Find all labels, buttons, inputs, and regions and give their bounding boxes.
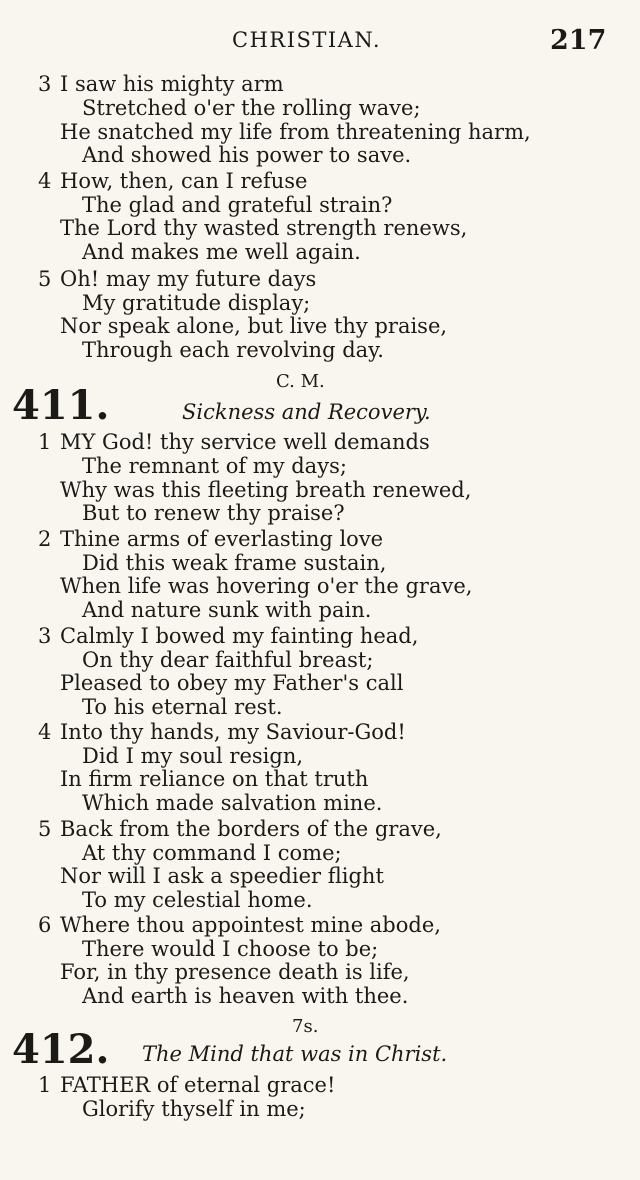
verse-line: Back from the borders of the grave, <box>60 817 442 841</box>
hymn-number: 411. <box>12 382 110 429</box>
verse-line: The remnant of my days; <box>82 454 347 478</box>
verse-line: To his eternal rest. <box>82 695 283 719</box>
stanza-number: 4 <box>38 720 52 744</box>
verse-line: Which made salvation mine. <box>82 791 383 815</box>
stanza-number: 3 <box>38 624 52 648</box>
verse-line: My gratitude display; <box>82 291 311 315</box>
verse-line: Through each revolving day. <box>82 338 384 362</box>
stanza-number: 1 <box>38 430 52 454</box>
verse-line: When life was hovering o'er the grave, <box>60 574 473 598</box>
verse-line: He snatched my life from threatening harm, <box>60 120 531 144</box>
hymn-title: Sickness and Recovery. <box>182 400 431 424</box>
verse-line: The Lord thy wasted strength renews, <box>60 216 468 240</box>
verse-line: Did I my soul resign, <box>82 744 304 768</box>
hymn-meter: 7s. <box>292 1016 319 1037</box>
running-title: CHRISTIAN. <box>232 28 382 52</box>
verse-line: Thine arms of everlasting love <box>60 527 384 551</box>
verse-line: How, then, can I refuse <box>60 169 308 193</box>
verse-line: The glad and grateful strain? <box>82 193 393 217</box>
stanza-number: 2 <box>38 527 52 551</box>
verse-line: Into thy hands, my Saviour-God! <box>60 720 406 744</box>
verse-line: Did this weak frame sustain, <box>82 551 387 575</box>
verse-line: Nor will I ask a speedier flight <box>60 864 384 888</box>
verse-line: MY God! thy service well demands <box>60 430 430 454</box>
verse-line: Glorify thyself in me; <box>82 1097 306 1121</box>
stanza-number: 4 <box>38 169 52 193</box>
verse-line: On thy dear faithful breast; <box>82 648 374 672</box>
verse-line: Where thou appointest mine abode, <box>60 913 441 937</box>
verse-line: In firm reliance on that truth <box>60 767 369 791</box>
verse-line: And earth is heaven with thee. <box>82 984 409 1008</box>
verse-line: I saw his mighty arm <box>60 72 284 96</box>
stanza-number: 6 <box>38 913 52 937</box>
verse-line: Nor speak alone, but live thy praise, <box>60 314 448 338</box>
verse-line: But to renew thy praise? <box>82 501 345 525</box>
hymn-title: The Mind that was in Christ. <box>142 1042 448 1066</box>
verse-line: Calmly I bowed my fainting head, <box>60 624 419 648</box>
verse-line: Pleased to obey my Father's call <box>60 671 404 695</box>
verse-line: And nature sunk with pain. <box>82 598 372 622</box>
verse-line: FATHER of eternal grace! <box>60 1073 336 1097</box>
verse-line: Oh! may my future days <box>60 267 317 291</box>
verse-line: Stretched o'er the rolling wave; <box>82 96 421 120</box>
verse-line: At thy command I come; <box>82 841 342 865</box>
verse-line: For, in thy presence death is life, <box>60 960 410 984</box>
running-head <box>0 25 640 58</box>
stanza-number: 1 <box>38 1073 52 1097</box>
hymn-number: 412. <box>12 1026 110 1073</box>
verse-line: Why was this fleeting breath renewed, <box>60 478 472 502</box>
stanza-number: 5 <box>38 817 52 841</box>
verse-line: And makes me well again. <box>82 240 361 264</box>
page-number: 217 <box>550 25 607 56</box>
stanza-number: 5 <box>38 267 52 291</box>
stanza-number: 3 <box>38 72 52 96</box>
verse-line: And showed his power to save. <box>82 143 412 167</box>
hymn-meter: C. M. <box>276 371 325 392</box>
verse-line: To my celestial home. <box>82 888 313 912</box>
verse-line: There would I choose to be; <box>82 937 379 961</box>
